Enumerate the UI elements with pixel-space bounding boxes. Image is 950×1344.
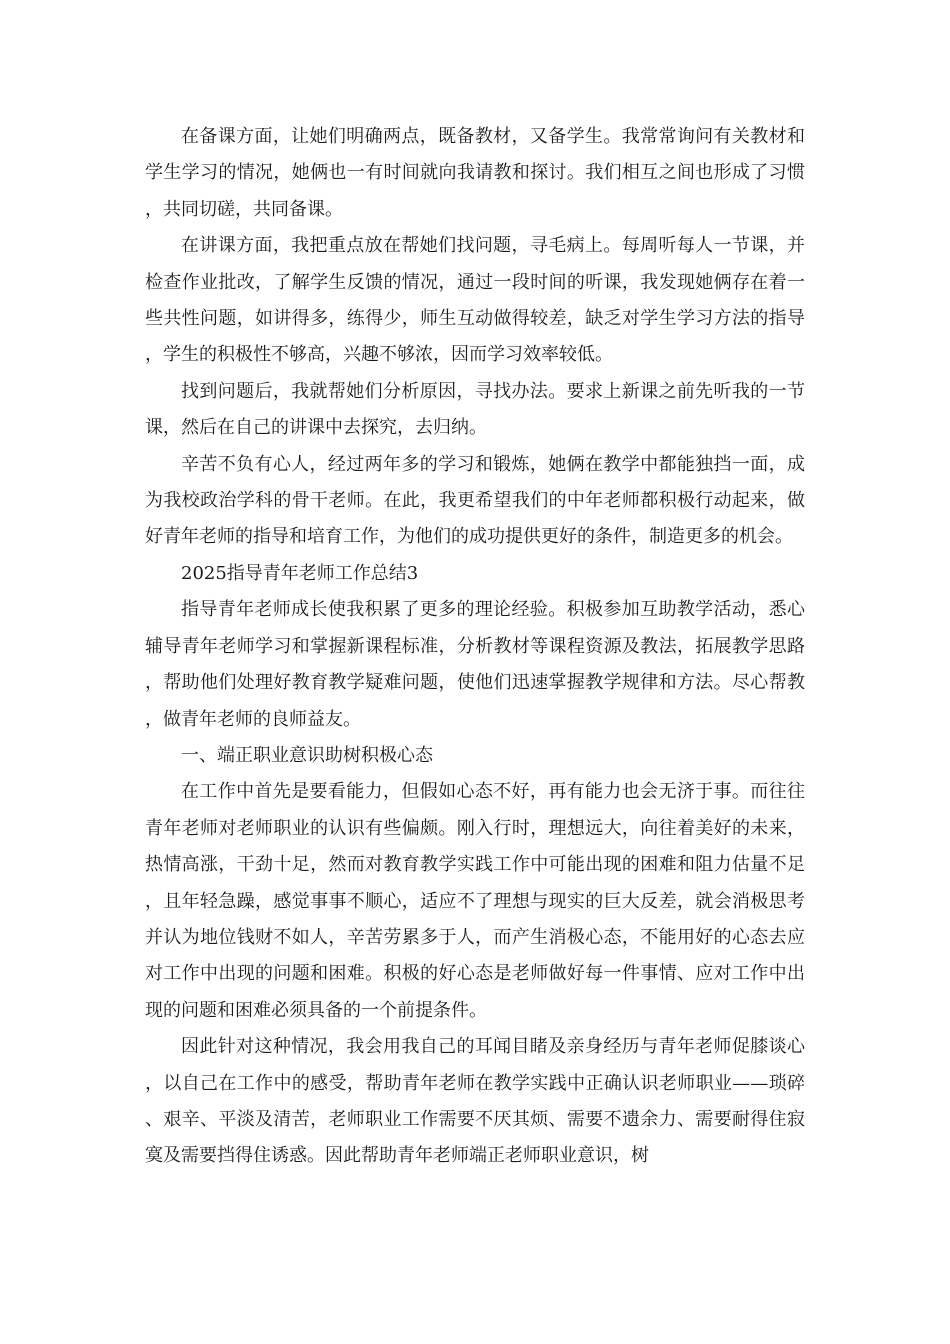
paragraph-results: 辛苦不负有心人，经过两年多的学习和锻炼，她俩在教学中都能独挡一面，成为我校政治学科的骨干老师。在此，我更希望我们的中年老师都积极行动起来，做好青年老师的指导和培育工作，为他们的成功提供更好的条件，制造更多的机会。	[145, 453, 805, 548]
paragraph-heart-to-heart: 因此针对这种情况，我会用我自己的耳闻目睹及亲身经历与青年老师促膝谈心，以自己在工作中的感受，帮助青年老师在教学实践中正确认识老师职业——琐碎、艰辛、平淡及清苦，老师职业工作需要不厌其烦、需要不遗余力、需要耐得住寂寞及需要挡得住诱惑。因此帮助青年老师端正老师职业意识，树	[145, 1036, 805, 1167]
paragraph-lesson-preparation: 在备课方面，让她们明确两点，既备教材，又备学生。我常常询问有关教材和学生学习的情况，她俩也一有时间就向我请教和探讨。我们相互之间也形成了习惯，共同切磋，共同备课。	[145, 126, 805, 220]
paragraph-lecturing: 在讲课方面，我把重点放在帮她们找问题，寻毛病上。每周听每人一节课，并检查作业批改，了解学生反馈的情况，通过一段时间的听课，我发现她俩存在着一些共性问题，如讲得多，练得少，师生互动做得较差，缺乏对学生学习方法的指导，学生的积极性不够高，兴趣不够浓，因而学习效率较低。	[145, 235, 805, 366]
paragraph-growth-experience: 指导青年老师成长使我积累了更多的理论经验。积极参加互助教学活动，悉心辅导青年老师学习和掌握新课程标准，分析教材等课程资源及教法，拓展教学思路，帮助他们处理好教育教学疑难问题，使他们迅速掌握教学规律和方法。尽心帮教，做青年老师的良师益友。	[145, 599, 805, 730]
paragraph-finding-solutions: 找到问题后，我就帮她们分析原因，寻找办法。要求上新课之前先听我的一节课，然后在自己的讲课中去探究，去归纳。	[145, 380, 805, 439]
subheading-professional-attitude: 一、端正职业意识助树积极心态	[181, 744, 433, 766]
document-body	[145, 119, 805, 1175]
section-heading-summary-3: 2025指导青年老师工作总结3	[181, 562, 419, 584]
paragraph-mindset: 在工作中首先是要看能力，但假如心态不好，再有能力也会无济于事。而往往青年老师对老师职业的认识有些偏颇。刚入行时，理想远大，向往着美好的未来，热情高涨，干劲十足，然而对教育教学实践工作中可能出现的困难和阻力估量不足，且年轻急躁，感觉事事不顺心，适应不了理想与现实的巨大反差，就会消极思考并认为地位钱财不如人，辛苦劳累多于人，而产生消极心态，不能用好的心态去应对工作中出现的问题和困难。积极的好心态是老师做好每一件事情、应对工作中出现的问题和困难必须具备的一个前提条件。	[145, 781, 805, 1021]
